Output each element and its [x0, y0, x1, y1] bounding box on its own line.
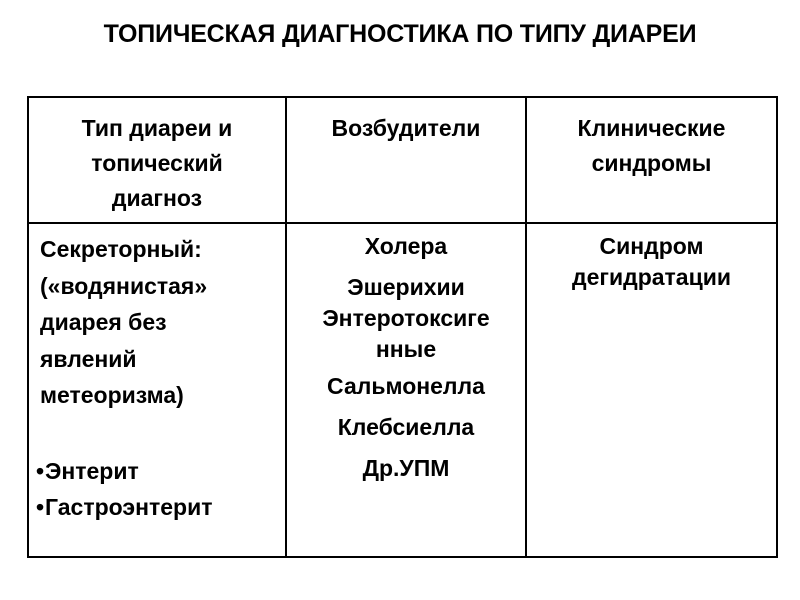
header-line: синдромы [591, 150, 712, 176]
bullet-icon: • [36, 494, 45, 520]
agent-item [287, 412, 525, 443]
header-agents [286, 97, 526, 223]
table-row [28, 223, 777, 557]
syndrome-line: дегидратации [571, 264, 732, 290]
header-clinical-syndromes [526, 97, 777, 223]
syndrome-cell [526, 223, 777, 557]
header-type-diagnosis [28, 97, 286, 223]
agent-item [287, 231, 525, 262]
agent-line: нные [375, 336, 437, 362]
type-line: диарея без [40, 309, 167, 335]
bullet-item [36, 489, 279, 526]
header-line: диагноз [111, 185, 203, 211]
agent-line: Клебсиелла [337, 414, 475, 440]
agent-line: Холера [364, 233, 448, 259]
header-line: топический [91, 150, 223, 176]
type-diagnosis-cell [28, 223, 286, 557]
agent-item [287, 272, 525, 365]
type-line: («водянистая» [40, 272, 208, 299]
agents-cell [286, 223, 526, 557]
header-line: Тип диареи и [81, 115, 233, 141]
slide-title: ТОПИЧЕСКАЯ ДИАГНОСТИКА ПО ТИПУ ДИАРЕИ [103, 20, 697, 48]
bullet-item [36, 453, 279, 490]
header-line: Возбудители [331, 115, 481, 141]
type-line: явлений [40, 345, 137, 372]
table-header-row [28, 97, 777, 223]
bullet-label: Гастроэнтерит [45, 494, 213, 520]
type-line: метеоризма) [40, 382, 184, 408]
syndrome-line: Синдром [599, 233, 704, 259]
agent-item [287, 453, 525, 484]
agent-line: Эшерихии [347, 274, 465, 300]
agent-item [287, 371, 525, 402]
bullet-label: Энтерит [45, 457, 139, 484]
diagnostics-table [27, 96, 778, 558]
agent-line: Сальмонелла [327, 373, 485, 399]
bullet-icon: • [36, 457, 45, 484]
header-line: Клинические [577, 115, 726, 141]
type-line: Секреторный: [40, 236, 202, 262]
agent-line: Др.УПМ [362, 455, 450, 481]
agent-line: Энтеротоксиге [322, 305, 490, 331]
